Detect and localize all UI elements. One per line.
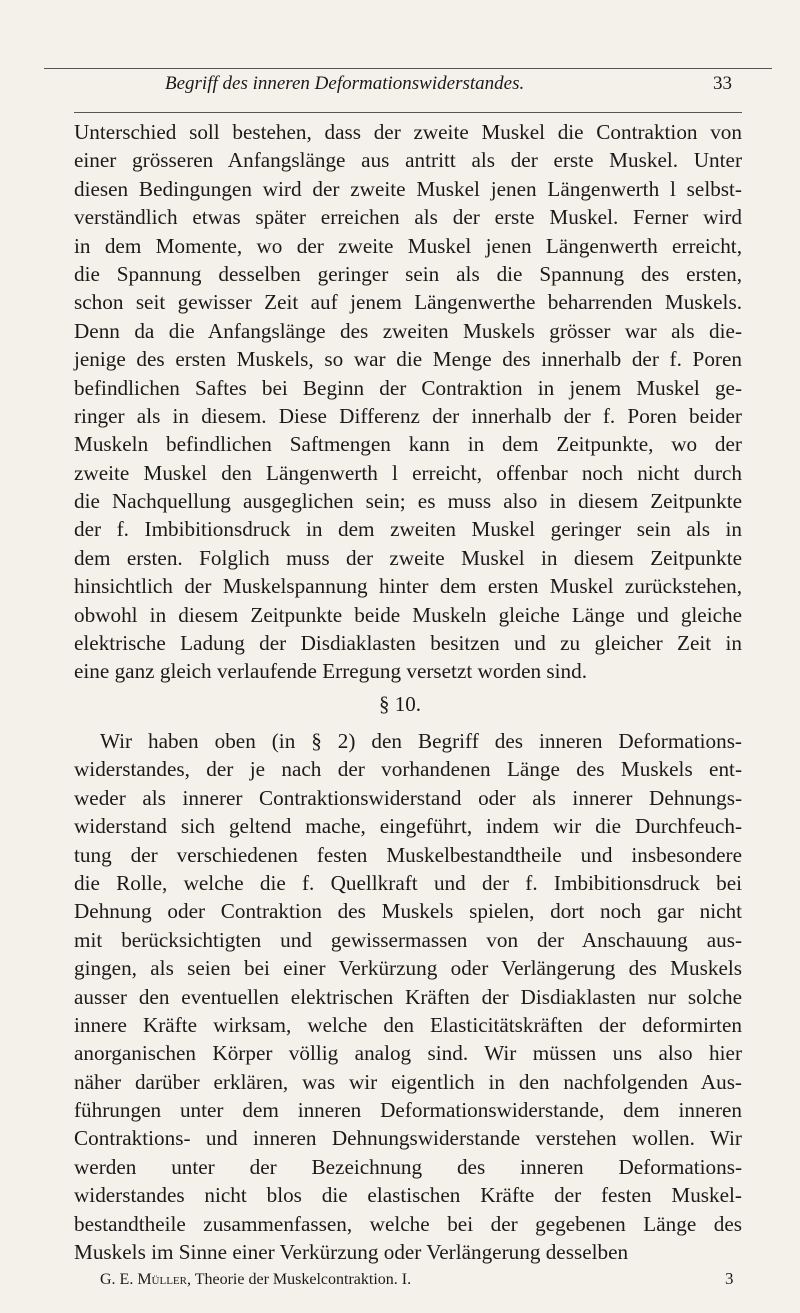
text-line: Muskeln befindlichen Saftmengen kann in dem Zeitpunkte, wo der: [74, 432, 742, 457]
text-line: führungen unter dem inneren Deformationswiderstande, dem inneren: [74, 1098, 742, 1123]
text-line: jenige des ersten Muskels, so war die Menge des innerhalb der f. Poren: [74, 347, 742, 372]
text-line: elektrische Ladung der Disdiaklasten besitzen und zu gleicher Zeit in: [74, 631, 742, 656]
text-line: diesen Bedingungen wird der zweite Muskel jenen Längenwerth l selbst-: [74, 176, 742, 201]
text-line: mit berücksichtigten und gewissermassen von der Anschauung aus-: [74, 927, 742, 952]
page-header: [0, 73, 800, 107]
text-line: verständlich etwas später erreichen als der erste Muskel. Ferner wird: [74, 205, 742, 230]
signature-mark: 3: [725, 1269, 734, 1288]
text-line: hinsichtlich der Muskelspannung hinter dem ersten Muskel zurückstehen,: [74, 574, 742, 599]
text-line: Unterschied soll bestehen, dass der zweite Muskel die Contraktion von: [74, 120, 742, 144]
text-line: tung der verschiedenen festen Muskelbestandtheile und insbesondere: [74, 842, 742, 867]
text-line: einer grösseren Anfangslänge aus antritt als der erste Muskel. Unter: [74, 148, 742, 173]
text-line: weder als innerer Contraktionswiderstand oder als innerer Dehnungs-: [74, 785, 742, 810]
page-footer: [100, 1271, 740, 1289]
text-line: widerstand sich geltend mache, eingeführt, indem wir die Durchfeuch-: [74, 814, 742, 839]
text-line: befindlichen Saftes bei Beginn der Contraktion in jenem Muskel ge-: [74, 375, 742, 400]
text-line: dem ersten. Folglich muss der zweite Muskel in diesem Zeitpunkte: [74, 545, 742, 570]
text-line: innere Kräfte wirksam, welche den Elasticitätskräften der deformirten: [74, 1012, 742, 1037]
paragraph-1: [74, 118, 742, 686]
page-number: 33: [713, 73, 732, 94]
text-line: bestandtheile zusammenfassen, welche bei der gegebenen Länge des: [74, 1211, 742, 1236]
text-line: die Rolle, welche die f. Quellkraft und der f. Imbibitionsdruck bei: [74, 870, 742, 895]
text-line: näher darüber erklären, was wir eigentlich in den nachfolgenden Aus-: [74, 1069, 742, 1094]
text-line: Contraktions- und inneren Dehnungswiderstande verstehen wollen. Wir: [74, 1126, 742, 1151]
text-line: eine ganz gleich verlaufende Erregung versetzt worden sind.: [74, 659, 587, 684]
text-line: ausser den eventuellen elektrischen Kräften der Disdiaklasten nur solche: [74, 984, 742, 1009]
text-line: Wir haben oben (in § 2) den Begriff des inneren Deformations-: [100, 729, 742, 753]
text-line: gingen, als seien bei einer Verkürzung oder Verlängerung des Muskels: [74, 956, 742, 981]
text-line: die Spannung desselben geringer sein als die Spannung des ersten,: [74, 261, 742, 286]
text-line: die Nachquellung ausgeglichen sein; es muss also in diesem Zeitpunkte: [74, 489, 742, 514]
text-line: widerstandes nicht blos die elastischen Kräfte der festen Muskel-: [74, 1183, 742, 1208]
paragraph-2: [74, 727, 742, 1266]
header-top-rule: [44, 68, 772, 69]
text-line: werden unter der Bezeichnung des inneren Deformations-: [74, 1154, 742, 1179]
text-line: zweite Muskel den Längenwerth l erreicht, offenbar noch nicht durch: [74, 460, 742, 485]
text-line: Muskels im Sinne einer Verkürzung oder Verlängerung desselben: [74, 1240, 629, 1265]
running-title: Begriff des inneren Deformationswiderstandes.: [165, 73, 525, 94]
text-line: obwohl in diesem Zeitpunkte beide Muskeln gleiche Länge und gleiche: [74, 602, 742, 627]
text-line: Dehnung oder Contraktion des Muskels spielen, dort noch gar nicht: [74, 899, 742, 924]
footer-work: Theorie der Muskelcontraktion. I.: [194, 1271, 412, 1288]
footer-author: G. E. Müller,: [100, 1271, 191, 1288]
text-line: schon seit gewisser Zeit auf jenem Längenwerthe beharrenden Muskels.: [74, 290, 742, 315]
text-line: in dem Momente, wo der zweite Muskel jenen Längenwerth erreicht,: [74, 233, 742, 258]
text-line: anorganischen Körper völlig analog sind. Wir müssen uns also hier: [74, 1041, 742, 1066]
section-heading: § 10.: [379, 692, 421, 716]
text-line: der f. Imbibitionsdruck in dem zweiten Muskel geringer sein als in: [74, 517, 742, 542]
text-line: widerstandes, der je nach der vorhandenen Länge des Muskels ent-: [74, 757, 742, 782]
text-line: ringer als in diesem. Diese Differenz der innerhalb der f. Poren beider: [74, 403, 742, 428]
header-bottom-rule: [74, 112, 742, 113]
text-line: Denn da die Anfangslänge des zweiten Muskels grösser war als die-: [74, 318, 742, 343]
